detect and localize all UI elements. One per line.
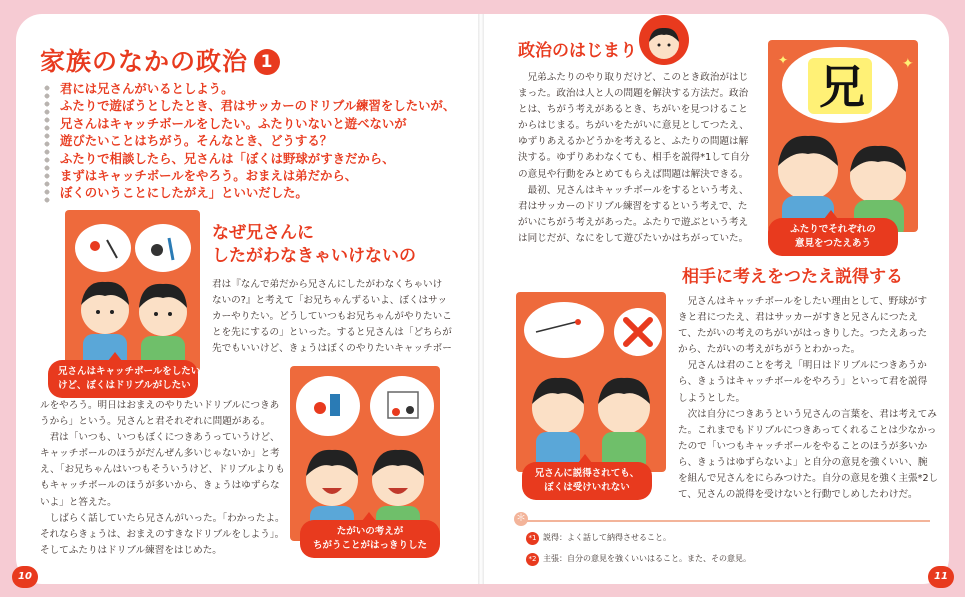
body-line: ルをやろう。明日はおまえのやりたいドリブルにつきあ [40, 400, 280, 411]
caption-line: ぼくは受けいれない [544, 482, 630, 493]
body-line: とは、ちがう考えがあるとき、ちがいを見つけること [518, 104, 748, 116]
footnote-2 [526, 553, 751, 566]
body-line: て、たがいの考えのちがいがはっきりした。つたえあった [678, 328, 928, 340]
intro-line: ぼくのいうことにしたがえ」といいだした。 [60, 185, 308, 201]
body-line: ゆずりあえるかどうかを考えると、ふたりの問題は解 [518, 136, 749, 148]
body-text-left-lower [40, 398, 285, 559]
footnote-text: 主張：自分の意見を強くいいはること。また、その意見。 [543, 554, 751, 563]
footnote-text: 説得：よく話して納得させること。 [543, 533, 671, 542]
body-line: え、「お兄ちゃんはいつもそういうけど、ドリブルよりも [40, 464, 285, 476]
svg-text:✦: ✦ [902, 56, 914, 72]
body-line: の意見や行動をみとめてもらえば問題は解決できる。 [518, 168, 749, 180]
body-line: カーやりたい。どうしていつもお兄ちゃんがやりたいこ [212, 311, 452, 323]
section-heading-why-obey [212, 222, 416, 268]
illustration-big-brother [768, 40, 918, 232]
intro-line: ふたりで相談したら、兄さんは「ぼくは野球がすきだから、 [60, 150, 395, 166]
caption-line: 兄さんはキャッチボールをしたい [58, 366, 201, 377]
brothers-illustration [65, 210, 200, 372]
page-title-text: 家族のなかの政治 [40, 47, 249, 76]
body-line: 最初、兄さんはキャッチボールをするという考え、 [518, 184, 749, 196]
body-text-left-upper [212, 277, 474, 357]
caption-share-opinions [768, 218, 898, 256]
body-line: もキャッチボールのほうが多いから、きょうはゆずらな [40, 480, 280, 492]
section-heading-politics-start: 政治のはじまり [518, 41, 637, 61]
body-line: ら、きょうはキャッチボールをやろう」といって君を説得 [678, 376, 928, 388]
page-number-right: 11 [928, 566, 954, 588]
intro-line: 兄さんはキャッチボールをしたい。ふたりいないと遊べないが [60, 115, 407, 131]
body-line: たので「いつもキャッチボールをやることのほうが多いか [678, 440, 928, 452]
section-heading-persuade: 相手に考えをつたえ説得する [682, 267, 903, 287]
body-line: ら、きょうはゆずらないよ」と自分の意見を強くいい、腕 [678, 456, 928, 468]
caption-line: 意見をつたえあう [794, 238, 871, 249]
intro-line: ふたりで遊ぼうとしたとき、君はサッカーのドリブル練習をしたいが、 [60, 98, 456, 114]
body-line: 君はサッカーのドリブル練習をするという考えで、た [518, 200, 748, 212]
dotted-rule [44, 84, 50, 204]
body-line: とを先にするの」といった。すると兄さんは「どちらが [212, 327, 452, 339]
body-line: そしてふたりはドリブル練習をはじめた。 [40, 544, 222, 556]
body-line: 決する。ゆずりあわなくても、相手を説得*1して自分 [518, 152, 750, 164]
caption-tail [362, 512, 376, 521]
caption-line: ちがうことがはっきりした [312, 540, 427, 551]
footnote-badge: *2 [526, 553, 539, 566]
intro-text [60, 80, 480, 202]
footnote-badge: *1 [526, 532, 539, 545]
page-number-left: 10 [12, 566, 38, 588]
footnote-1 [526, 532, 671, 545]
body-line: 次は自分につきあうという兄さんの言葉を、君は考えてみ [678, 408, 937, 420]
body-line: いよ」と答えた。 [40, 496, 117, 508]
caption-clear-difference [300, 520, 440, 558]
caption-tail [824, 210, 838, 219]
body-line: た。これまでもドリブルにつきあってくれることは少なかっ [678, 424, 937, 436]
footnote-star-icon: ＊ [516, 513, 526, 524]
boy-head-icon [639, 15, 689, 65]
big-character: 兄 [819, 60, 865, 114]
caption-line: 兄さんに説得されても、 [534, 468, 640, 479]
caption-different-wishes [48, 360, 201, 398]
illustration-refuse [516, 292, 666, 472]
body-line: キャッチボールのほうがだんぜん多いじゃないか」と考 [40, 448, 280, 460]
caption-tail [108, 352, 122, 361]
body-line: 君は『なんで弟だから兄さんにしたがわなくちゃいけ [212, 279, 443, 290]
page-title [40, 42, 280, 78]
heading-line: したがわなきゃいけないの [212, 246, 416, 266]
caption-line: たがいの考えが [336, 526, 404, 537]
body-line: しようとした。 [678, 392, 746, 404]
heading-line: なぜ兄さんに [212, 223, 314, 243]
svg-text:✦: ✦ [778, 53, 789, 67]
body-text-right-lower [678, 294, 940, 503]
intro-line: 遊びたいことはちがう。そんなとき、どうする？ [60, 133, 333, 149]
body-line: て、兄さんの説得を受けないと行動でしめしたわけだ。 [678, 489, 918, 501]
boy-face-icon [639, 15, 689, 65]
intro-line: まずはキャッチボールをやろう。おまえは弟だから、 [60, 168, 358, 184]
caption-line: けど、ぼくはドリブルがしたい [58, 380, 191, 391]
body-line: 兄さんは君のことを考え「明日はドリブルにつきあうか [678, 360, 927, 372]
body-line: 兄弟ふたりのやり取りだけど、このとき政治がはじ [518, 72, 749, 83]
intro-line: 君には兄さんがいるとしよう。 [60, 81, 234, 96]
caption-line: ふたりでそれぞれの [790, 224, 876, 235]
body-line: まった。政治は人と人の問題を解決する方法だ。政治 [518, 88, 749, 100]
body-line: 君は「いつも、いつもぼくにつきあうっていうけど、 [40, 432, 280, 444]
body-line: うから」という。兄さんと君それぞれに問題がある。 [40, 416, 271, 428]
body-line: それならきょうは、おまえのすきなドリブルをしよう」。 [40, 528, 285, 540]
illustration-brothers-discuss [65, 210, 200, 372]
footnote-rule [516, 520, 930, 522]
body-text-right-upper [518, 70, 763, 247]
body-line: しばらく話していたら兄さんがいった。「わかったよ。 [40, 512, 285, 524]
caption-tail [578, 454, 592, 463]
caption-not-accepting [522, 462, 652, 500]
body-line: きと君につたえ、君はサッカーがすきと兄さんにつたえ [678, 312, 918, 324]
body-line: がいにちがう考えがあった。ふたりで遊ぶという考え [518, 216, 749, 228]
body-line: ないの?』と考えて「お兄ちゃんずるいよ、ぼくはサッ [212, 295, 448, 307]
body-line: 兄さんはキャッチボールをしたい理由として、野球がす [678, 296, 928, 307]
body-line: は同じだが、なにをして遊びたいかはちがっていた。 [518, 232, 749, 244]
body-line: を組んで兄さんをにらみつけた。自分の意見を強く主張*2し [678, 473, 939, 485]
body-line: 先でもいいけど、きょうはぼくのやりたいキャッチボー [212, 343, 452, 355]
body-line: からはじまる。ちがいをたがいに意見としてつたえ、 [518, 120, 749, 132]
body-line: から、たがいの考えがちがうとわかった。 [678, 344, 861, 356]
refuse-illustration [516, 292, 666, 472]
title-number-badge: 1 [254, 49, 280, 75]
